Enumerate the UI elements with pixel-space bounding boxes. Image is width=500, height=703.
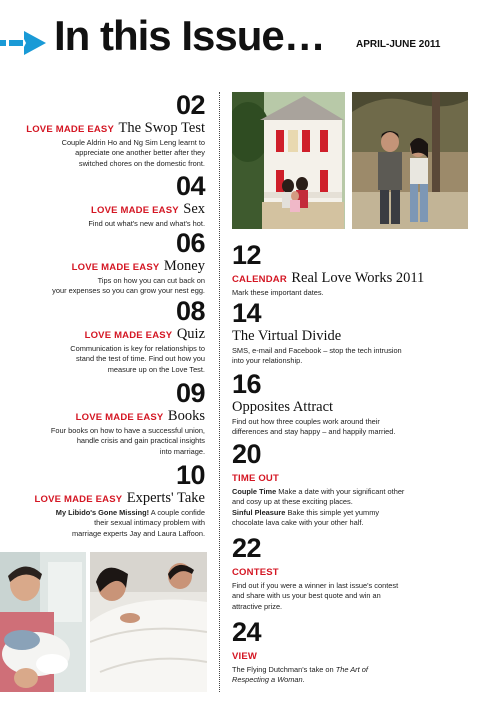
section-category: CALENDAR: [232, 274, 287, 285]
photo-couple-outdoors: [352, 92, 468, 229]
entry-description: [5, 426, 205, 457]
desc-text: A couple confide: [149, 508, 205, 517]
section-category: VIEW: [232, 651, 258, 662]
toc-entry-16[interactable]: [232, 371, 462, 438]
entry-heading: [232, 327, 462, 345]
entry-heading: [5, 489, 205, 507]
section-category: CONTEST: [232, 567, 279, 578]
desc-line: into marriage.: [159, 446, 205, 456]
entry-topic: Books: [167, 408, 205, 424]
toc-entry-24[interactable]: [232, 619, 462, 686]
entry-heading: [5, 407, 205, 425]
desc-line: marriage experts Jay and Laura Laffoon.: [72, 528, 205, 538]
page-number: 20: [232, 439, 262, 469]
desc-line: Couple Aldrin Ho and Ng Sim Leng learnt to: [61, 138, 205, 147]
entry-topic: Opposites Attract: [232, 399, 334, 415]
entry-heading: [5, 325, 205, 343]
toc-entry-02[interactable]: [5, 92, 205, 169]
desc-line: Communication is key for relationships to: [70, 344, 205, 353]
page-title: In this Issue…: [54, 12, 325, 59]
entry-topic: Real Love Works 2011: [291, 270, 425, 286]
section-category: LOVE MADE EASY: [84, 330, 173, 341]
entry-topic: Quiz: [176, 326, 205, 342]
page-number: 22: [232, 533, 262, 563]
desc-line: into your relationship.: [232, 356, 303, 366]
entry-topic: The Swop Test: [118, 120, 205, 136]
entry-heading: [232, 398, 462, 416]
desc-line: Tips on how you can cut back on: [97, 276, 205, 285]
desc-text: Bake this simple yet yummy: [285, 507, 380, 517]
toc-entry-14[interactable]: [232, 300, 462, 367]
desc-line: [5, 508, 205, 518]
section-category: TIME OUT: [232, 473, 279, 484]
desc-line: SMS, e-mail and Facebook – stop the tech intrusion: [232, 346, 402, 355]
entry-topic: Experts' Take: [126, 490, 205, 506]
desc-line: attractive prize.: [232, 601, 283, 611]
section-category: LOVE MADE EASY: [34, 494, 123, 505]
desc-line: [232, 675, 462, 685]
entry-heading: [5, 119, 205, 137]
entry-heading: [232, 562, 462, 580]
page-number: 02: [175, 90, 205, 120]
section-category: LOVE MADE EASY: [26, 124, 115, 135]
photo-family-house: [232, 92, 345, 229]
desc-line: [232, 508, 462, 518]
desc-line: your expenses so you can grow your nest egg.: [52, 286, 205, 296]
section-category: LOVE MADE EASY: [71, 262, 160, 273]
section-category: LOVE MADE EASY: [75, 412, 164, 423]
entry-description: [5, 508, 205, 539]
page-number: 14: [232, 298, 262, 328]
bold-lead: Sinful Pleasure: [232, 507, 286, 517]
desc-line: Find out what's new and what's hot.: [88, 219, 205, 228]
entry-description: [232, 288, 462, 298]
entry-description: [232, 665, 462, 686]
desc-line: appreciate one another better after they: [75, 148, 205, 158]
issue-date: APRIL-JUNE 2011: [356, 39, 441, 50]
desc-line: and cosy up at these exciting places.: [232, 497, 353, 507]
photo-father-laundry: [0, 552, 86, 692]
bold-lead: Couple Time: [232, 487, 277, 496]
entry-description: [5, 138, 205, 169]
page-number: 08: [175, 296, 205, 326]
page-number: 06: [175, 228, 205, 258]
page-number: 12: [232, 240, 262, 270]
desc-line: stand the test of time. Find out how you: [76, 354, 205, 364]
toc-entry-10[interactable]: [5, 462, 205, 539]
desc-line: their sexual intimacy problem with: [94, 518, 205, 528]
arrow-right-icon: [0, 30, 48, 56]
entry-description: [232, 487, 462, 529]
toc-entry-22[interactable]: [232, 535, 462, 612]
entry-heading: [232, 269, 462, 287]
desc-line: Four books on how to have a successful union,: [50, 426, 205, 435]
entry-description: [5, 276, 205, 297]
entry-heading: [232, 468, 462, 486]
photo-couple-in-bed: [90, 552, 207, 692]
desc-line: and share with us your best quote and win an: [232, 591, 381, 601]
entry-description: [232, 346, 462, 367]
bold-lead: My Libido's Gone Missing!: [55, 508, 150, 517]
page-number: 10: [175, 460, 205, 490]
desc-text: The Flying Dutchman's take on: [232, 665, 336, 674]
toc-entry-08[interactable]: [5, 298, 205, 375]
section-category: LOVE MADE EASY: [91, 205, 179, 216]
toc-entry-12[interactable]: [232, 242, 462, 298]
desc-text: Make a date with your significant other: [276, 487, 405, 496]
page-number: 04: [175, 171, 205, 201]
entry-description: [5, 219, 205, 229]
toc-entry-04[interactable]: [5, 173, 205, 229]
desc-line: [232, 487, 462, 497]
page-number: 24: [232, 617, 262, 647]
desc-line: measure up on the Love Test.: [107, 364, 205, 374]
italic-title: Respecting a Woman: [232, 675, 303, 685]
entry-description: [232, 417, 462, 438]
page-number: 16: [232, 369, 262, 399]
italic-title: The Art of: [335, 665, 368, 674]
entry-topic: The Virtual Divide: [232, 328, 342, 344]
desc-line: differences and stay happy – and happily married.: [232, 427, 396, 437]
entry-topic: Money: [163, 258, 205, 274]
desc-line: chocolate lava cake with your other half.: [232, 518, 364, 528]
desc-line: Mark these important dates.: [232, 288, 324, 297]
desc-line: [232, 665, 462, 675]
desc-line: Find out if you were a winner in last issue's contest: [232, 581, 399, 590]
toc-entry-09[interactable]: [5, 380, 205, 457]
page-number: 09: [175, 378, 205, 408]
entry-description: [232, 581, 462, 612]
entry-heading: [5, 200, 205, 218]
entry-heading: [5, 257, 205, 275]
desc-line: handle crisis and gain practical insights: [76, 436, 205, 446]
entry-heading: [232, 646, 462, 664]
header: [0, 8, 500, 68]
entry-description: [5, 344, 205, 375]
desc-line: switched chores on the domestic front.: [78, 158, 205, 168]
desc-text: .: [302, 675, 305, 685]
toc-entry-20[interactable]: [232, 441, 462, 529]
toc-entry-06[interactable]: [5, 230, 205, 297]
column-divider: [219, 92, 220, 692]
entry-topic: Sex: [183, 201, 205, 217]
desc-line: Find out how three couples work around their: [232, 417, 380, 426]
